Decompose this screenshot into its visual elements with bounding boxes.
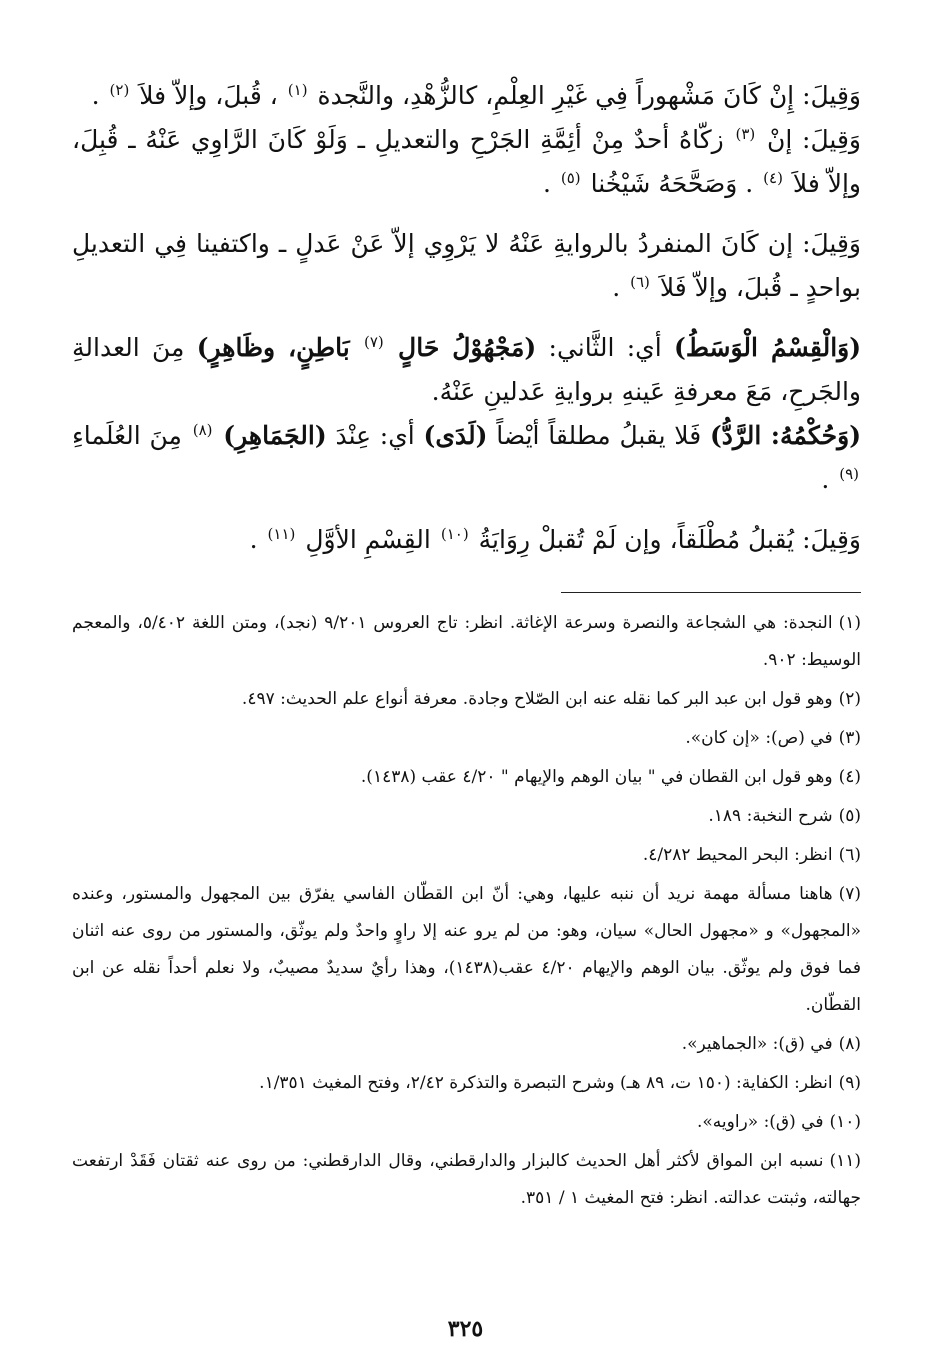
paragraph-3 [72,222,861,310]
text-span: مِنَ العدالةِ والجَرحِ، مَعَ معرفةِ عَينهِ بروايةِ عَدلينِ عَنْهُ. [72,333,861,406]
footnote-number: (٤) [838,767,861,787]
footnote-ref: (٨) [192,420,213,439]
page-number: ٣٢٥ [447,1316,484,1342]
footnote-text: وهو قول ابن القطان في " بيان الوهم والإيهام " ٤/٢٠ عقب (١٤٣٨). [360,767,833,787]
footnote-number: (٩) [838,1073,861,1093]
footnote [72,1065,861,1102]
paragraph-5 [72,414,861,502]
footnote [72,759,861,796]
footnote-number: (٥) [838,806,861,826]
footnote-text: هاهنا مسألة مهمة نريد أن ننبه عليها، وهي: أنّ ابن القطّان الفاسي يفرّق بين المجهول والمستور، وعنده «المجهول» و «مجهول الحال» سيان، وهو: من لم يرو عنه إلا راوٍ واحدٌ ولم يوثّق، والمستور من روى عنه اثنان فما فوق ولم يوثّق. بيان الوهم والإيهام ٤/٢٠ عقب(١٤٣٨)، وهذا رأيٌ سديدٌ مصيبٌ، ولا نعلم أحداً نقله عن ابن القطّان. [72,884,861,1015]
footnote-text: في (ص): «إن كان». [685,728,833,748]
footnote-number: (٨) [838,1034,861,1054]
footnote [72,720,861,757]
paragraph-1 [72,74,861,118]
bold-term: (الجَمَاهِرِ) [223,421,327,450]
footnote [72,1104,861,1141]
footnote-number: (٦) [838,845,861,865]
footnote-ref: (٩) [839,464,859,483]
bold-term: (وَالْقِسْمُ الْوَسَطُ) [673,333,862,362]
text-span: . [821,465,830,494]
footnote-ref: (٢) [109,80,130,99]
footnote-number: (٢) [838,689,861,709]
text-span: . [612,273,621,302]
text-span: . وَصَحَّحَهُ شَيْخُنا [590,169,754,198]
footnote-ref: (٤) [763,168,783,187]
footnote [72,837,861,874]
footnote-text: انظر: الكفاية: (١٥٠ ت، ٨٩ هـ) وشرح التبصرة والتذكرة ٢/٤٢، وفتح المغيث ١/٣٥١. [259,1073,833,1093]
footnote-ref: (٣) [735,124,756,143]
text-span: . [249,525,258,554]
footnote-text: انظر: البحر المحيط ٤/٢٨٢. [642,845,833,865]
text-span: القِسْمِ الأوَّلِ [305,525,431,554]
footnote-ref: (١١) [267,524,296,543]
text-span: فَلا يقبلُ مطلقاً أيْضاً [496,421,702,450]
footnote-number: (١٠) [829,1112,861,1132]
footnote-text: في (ق): «راويه». [696,1112,824,1132]
paragraph-2 [72,118,861,206]
main-text [72,74,861,562]
paragraph-6 [72,518,861,562]
footnote-number: (١) [838,613,862,633]
bold-term: (مَجْهُوْلُ حَالٍ [398,333,537,362]
text-span: . [542,169,551,198]
text-span: وَقِيلَ: يُقبلُ مُطْلَقاً، وإن لَمْ تُقبلْ رِوَايَةُ [478,525,861,554]
bold-term: (وَحُكْمُهُ: الرَّدُّ) [709,421,862,450]
text-span: وَقِيلَ: إنْ [767,125,861,154]
footnote-ref: (١) [287,80,308,99]
text-span: وَقِيلَ: إِنْ كَانَ مَشْهوراً فِي غَيْرِ العِلْمِ، كالزُّهْدِ، والنَّجدة [317,81,861,110]
text-span: أي: عِنْدَ [335,421,415,450]
footnote-ref: (٦) [630,272,650,291]
footnote-text: في (ق): «الجماهير». [681,1034,833,1054]
footnote-text: نسبه ابن المواق لأكثر أهل الحديث كالبزار والدارقطني، وقال الدارقطني: من روى عنه ثقتان فَقَدْ ارتفعت جهالته، وثبتت عدالته. انظر: فتح المغيث ١ / ٣٥١. [72,1151,861,1208]
bold-term: (لَدَى) [423,421,488,450]
text-span: ، قُبلَ، وإلاّ فلاَ [139,81,278,110]
footnote-number: (٣) [838,728,861,748]
footnote-divider [561,592,861,593]
footnote-text: النجدة: هي الشجاعة والنصرة وسرعة الإغاثة. انظر: تاج العروس ٩/٢٠١ (نجد)، ومتن اللغة ٥/٤٠٢، والمعجم الوسيط: ٩٠٢. [72,613,861,670]
footnote [72,681,861,718]
text-span: أي: الثَّاني: [548,333,662,362]
footnote [72,605,861,679]
bold-term: بَاطِنٍ، وظَاهِرٍ) [196,333,350,362]
text-span: زكّاهُ أحدٌ مِنْ أئِمَّةِ الجَرْحِ والتعديلِ ـ وَلَوْ كَانَ الرَّاوِي عَنْهُ ـ قُبِلَ، وإلاّ فلاَ [72,125,861,198]
footnote-text: وهو قول ابن عبد البر كما نقله عنه ابن الصّلاح وجادة. معرفة أنواع علم الحديث: ٤٩٧. [241,689,833,709]
paragraph-4 [72,326,861,414]
footnote [72,1026,861,1063]
footnote-number: (٧) [838,884,861,904]
text-span: وَقِيلَ: إن كَانَ المنفردُ بالروايةِ عَنْهُ لا يَرْوِي إلاّ عَنْ عَدلٍ ـ واكتفينا فِي التعديلِ بواحدٍ ـ قُبلَ، وإلاّ فَلاَ [72,229,861,302]
text-span: . [91,81,100,110]
footnote-ref: (٧) [363,332,384,351]
footnote [72,798,861,835]
text-span: مِنَ العُلَماءِ [72,421,182,450]
footnote-number: (١١) [829,1151,861,1171]
footnote-ref: (٥) [560,168,581,187]
footnotes [72,605,861,1217]
footnote-text: شرح النخبة: ١٨٩. [708,806,833,826]
footnote-ref: (١٠) [440,524,469,543]
footnote [72,1143,861,1217]
footnote [72,876,861,1024]
